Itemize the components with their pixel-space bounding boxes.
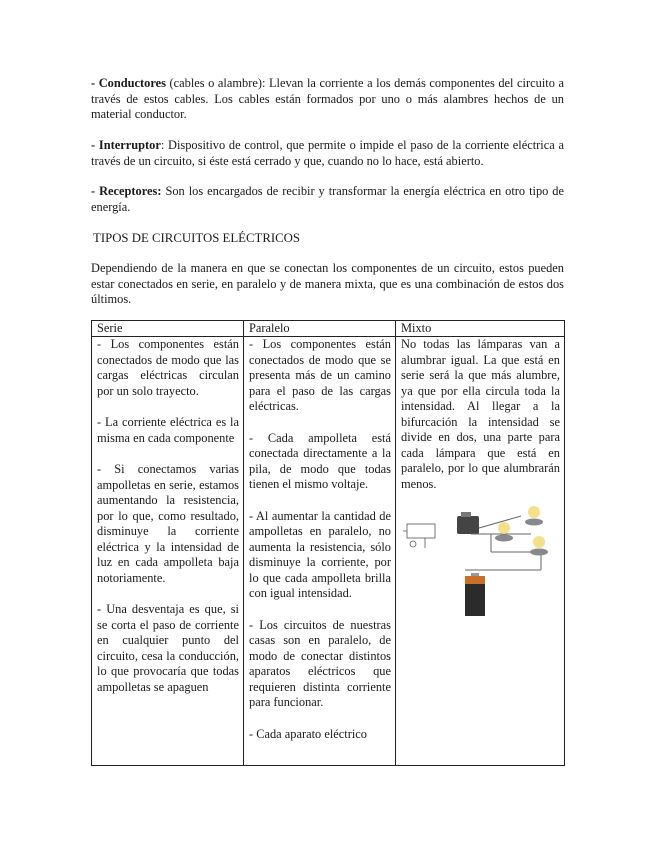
section-title: TIPOS DE CIRCUITOS ELÉCTRICOS xyxy=(93,231,301,245)
paralelo-point: - Cada aparato eléctrico xyxy=(249,726,367,741)
circuit-types-table xyxy=(91,320,565,766)
paralelo-point: - Los circuitos de nuestras casas son en paralelo, de modo de conectar distintos aparatos eléctricos que requieren distinta corriente para funcionar. xyxy=(249,617,391,709)
switch-icon xyxy=(457,516,479,534)
cell-mixto xyxy=(396,337,565,766)
circuit-diagram xyxy=(401,504,561,634)
term-receptores: - Receptores: xyxy=(91,184,162,198)
bulb-icon xyxy=(495,522,513,542)
text-interruptor: : Dispositivo de control, que permite o impide el paso de la corriente eléctrica a través de un circuito, si éste está cerrado y que, cuando no lo hace, está abierto. xyxy=(91,138,564,168)
paragraph-receptores xyxy=(91,184,564,215)
serie-point: - Los componentes están conectados de modo que las cargas eléctricas circulan por un solo trayecto. xyxy=(97,337,239,398)
paralelo-point: - Los componentes están conectados de modo que se presenta más de un camino para el paso de las cargas eléctricas. xyxy=(249,337,391,413)
text-receptores: Son los encargados de recibir y transformar la energía eléctrica en otro tipo de energía. xyxy=(91,184,565,214)
table-row xyxy=(92,337,565,766)
cell-serie xyxy=(92,337,244,766)
paralelo-point: - Cada ampolleta está conectada directamente a la pila, de modo que todas tienen el mismo voltaje. xyxy=(249,430,391,491)
table-header-row xyxy=(92,321,565,337)
header-serie: Serie xyxy=(92,321,244,337)
serie-point: - Si conectamos varias ampolletas en serie, estamos aumentando la resistencia, por lo que, como resultado, disminuye la corriente eléctrica y la intensidad de luz en cada ampolleta baja notoriamente. xyxy=(97,462,239,585)
text-conductores: (cables o alambre): Llevan la corriente a los demás componentes del circuito a través de estos cables. Los cables están formados por uno o más alambres hechos de un material conductor. xyxy=(91,76,564,121)
battery-icon xyxy=(465,573,485,616)
schematic-icon xyxy=(403,524,435,548)
cell-paralelo xyxy=(244,337,396,766)
mixed-circuit-illustration xyxy=(401,504,560,634)
bulb-icon xyxy=(530,536,548,556)
term-interruptor: - Interruptor xyxy=(91,138,161,152)
header-mixto: Mixto xyxy=(396,321,565,337)
paragraph-interruptor xyxy=(91,138,564,169)
serie-point: - La corriente eléctrica es la misma en cada componente xyxy=(97,415,239,445)
term-conductores: - Conductores xyxy=(91,76,166,90)
mixto-text: No todas las lámparas van a alumbrar igual. La que está en serie será la que más alumbre, ya que por ella circula toda la intensidad. Al llegar a la bifurcación la intensidad se divide en dos, una parte para cada lámpara que está en paralelo, por lo que alumbrarán menos. xyxy=(401,337,560,491)
serie-point: - Una desventaja es que, si se corta el paso de corriente en cualquier punto del circuito, cesa la conducción, lo que provocaría que todas ampolletas se apaguen xyxy=(97,602,239,694)
paragraph-conductores xyxy=(91,76,564,123)
header-paralelo: Paralelo xyxy=(244,321,396,337)
intro-paragraph: Dependiendo de la manera en que se conectan los componentes de un circuito, estos pueden estar conectados en serie, en paralelo y de manera mixta, que es una combinación de estos dos últimos. xyxy=(91,261,564,306)
bulb-icon xyxy=(525,506,543,526)
paralelo-point: - Al aumentar la cantidad de ampolletas en paralelo, no aumenta la resistencia, sólo disminuye la corriente, por lo que cada ampolleta brilla con igual intensidad. xyxy=(249,508,391,600)
